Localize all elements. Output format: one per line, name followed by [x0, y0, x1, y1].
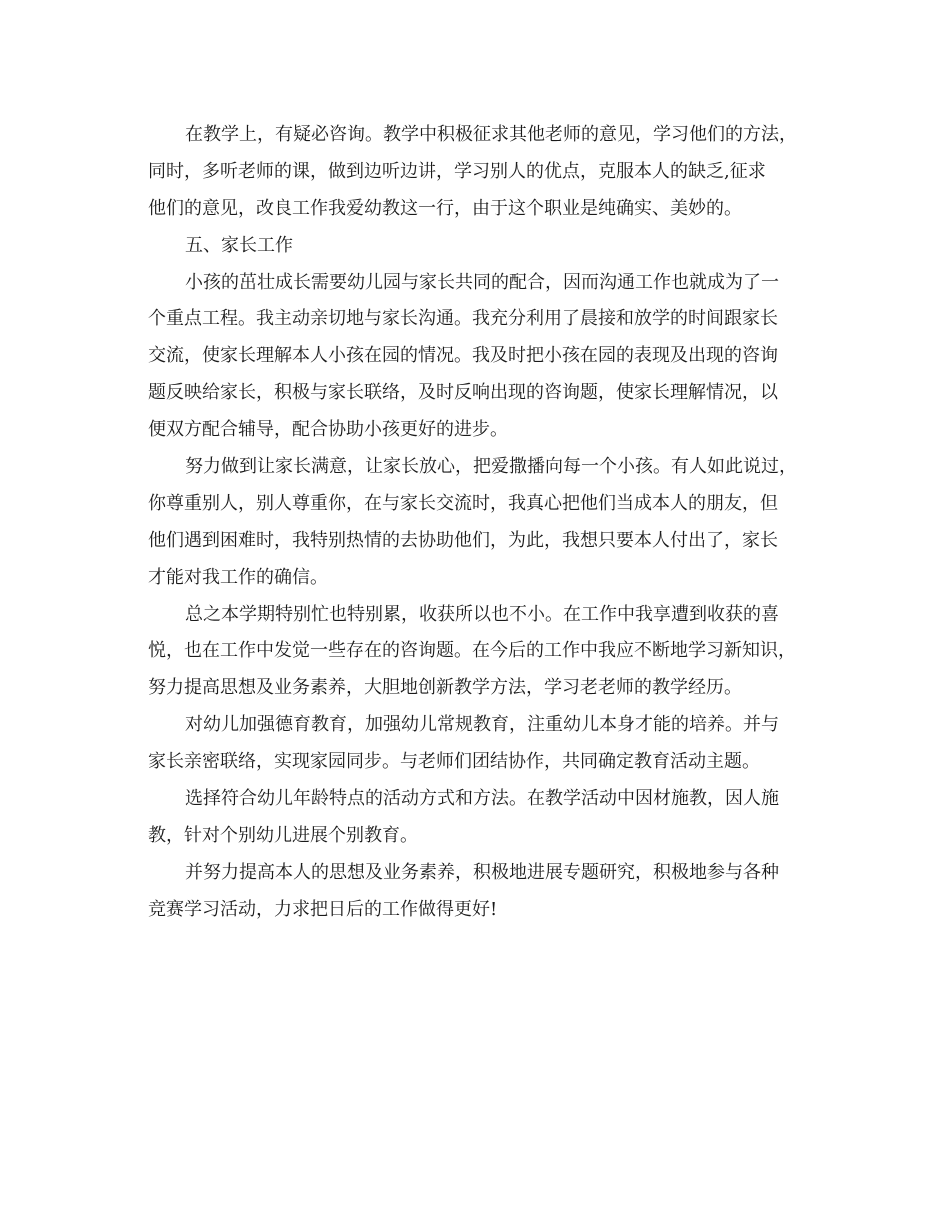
text-line: 竞赛学习活动，力求把日后的工作做得更好! [148, 898, 498, 920]
text-line: 交流，使家长理解本人小孩在园的情况。我及时把小孩在园的表现及出现的咨询 [148, 345, 778, 367]
text-line: 才能对我工作的确信。 [148, 566, 328, 588]
text-line: 努力做到让家长满意，让家长放心，把爱撒播向每一个小孩。有人如此说过， [185, 456, 797, 478]
text-line: 对幼儿加强德育教育，加强幼儿常规教育，注重幼儿本身才能的培养。并与 [185, 714, 779, 736]
text-line: 家长亲密联络，实现家园同步。与老师们团结协作，共同确定教育活动主题。 [148, 751, 760, 773]
text-line: 便双方配合辅导，配合协助小孩更好的进步。 [148, 419, 508, 441]
text-line: 你尊重别人，别人尊重你，在与家长交流时，我真心把他们当成本人的朋友，但 [148, 492, 778, 514]
text-line: 小孩的茁壮成长需要幼儿园与家长共同的配合，因而沟通工作也就成为了一 [185, 271, 779, 293]
text-line: 他们遇到困难时，我特别热情的去协助他们，为此，我想只要本人付出了，家长 [148, 529, 778, 551]
text-line: 在教学上，有疑必咨询。教学中积极征求其他老师的意见，学习他们的方法， [185, 124, 797, 145]
text-line: 同时，多听老师的课，做到边听边讲，学习别人的优点，克服本人的缺乏,征求 [148, 160, 766, 182]
section-heading: 五、家长工作 [185, 234, 293, 256]
text-line: 总之本学期特别忙也特别累，收获所以也不小。在工作中我享遭到收获的喜 [185, 603, 779, 625]
text-line: 并努力提高本人的思想及业务素养，积极地进展专题研究，积极地参与各种 [185, 861, 779, 883]
text-line: 努力提高思想及业务素养，大胆地创新教学方法，学习老老师的教学经历。 [148, 677, 742, 699]
text-line: 教，针对个别幼儿进展个别教育。 [148, 824, 418, 846]
text-line: 个重点工程。我主动亲切地与家长沟通。我充分利用了晨接和放学的时间跟家长 [148, 308, 778, 330]
text-line: 悦，也在工作中发觉一些存在的咨询题。在今后的工作中我应不断地学习新知识， [148, 640, 796, 662]
text-line: 他们的意见，改良工作我爱幼教这一行，由于这个职业是纯确实、美妙的。 [148, 197, 742, 219]
document-body [148, 117, 808, 929]
text-line: 选择符合幼儿年龄特点的活动方式和方法。在教学活动中因材施教，因人施 [185, 788, 779, 810]
text-line: 题反映给家长，积极与家长联络，及时反响出现的咨询题，使家长理解情况，以 [148, 382, 778, 404]
